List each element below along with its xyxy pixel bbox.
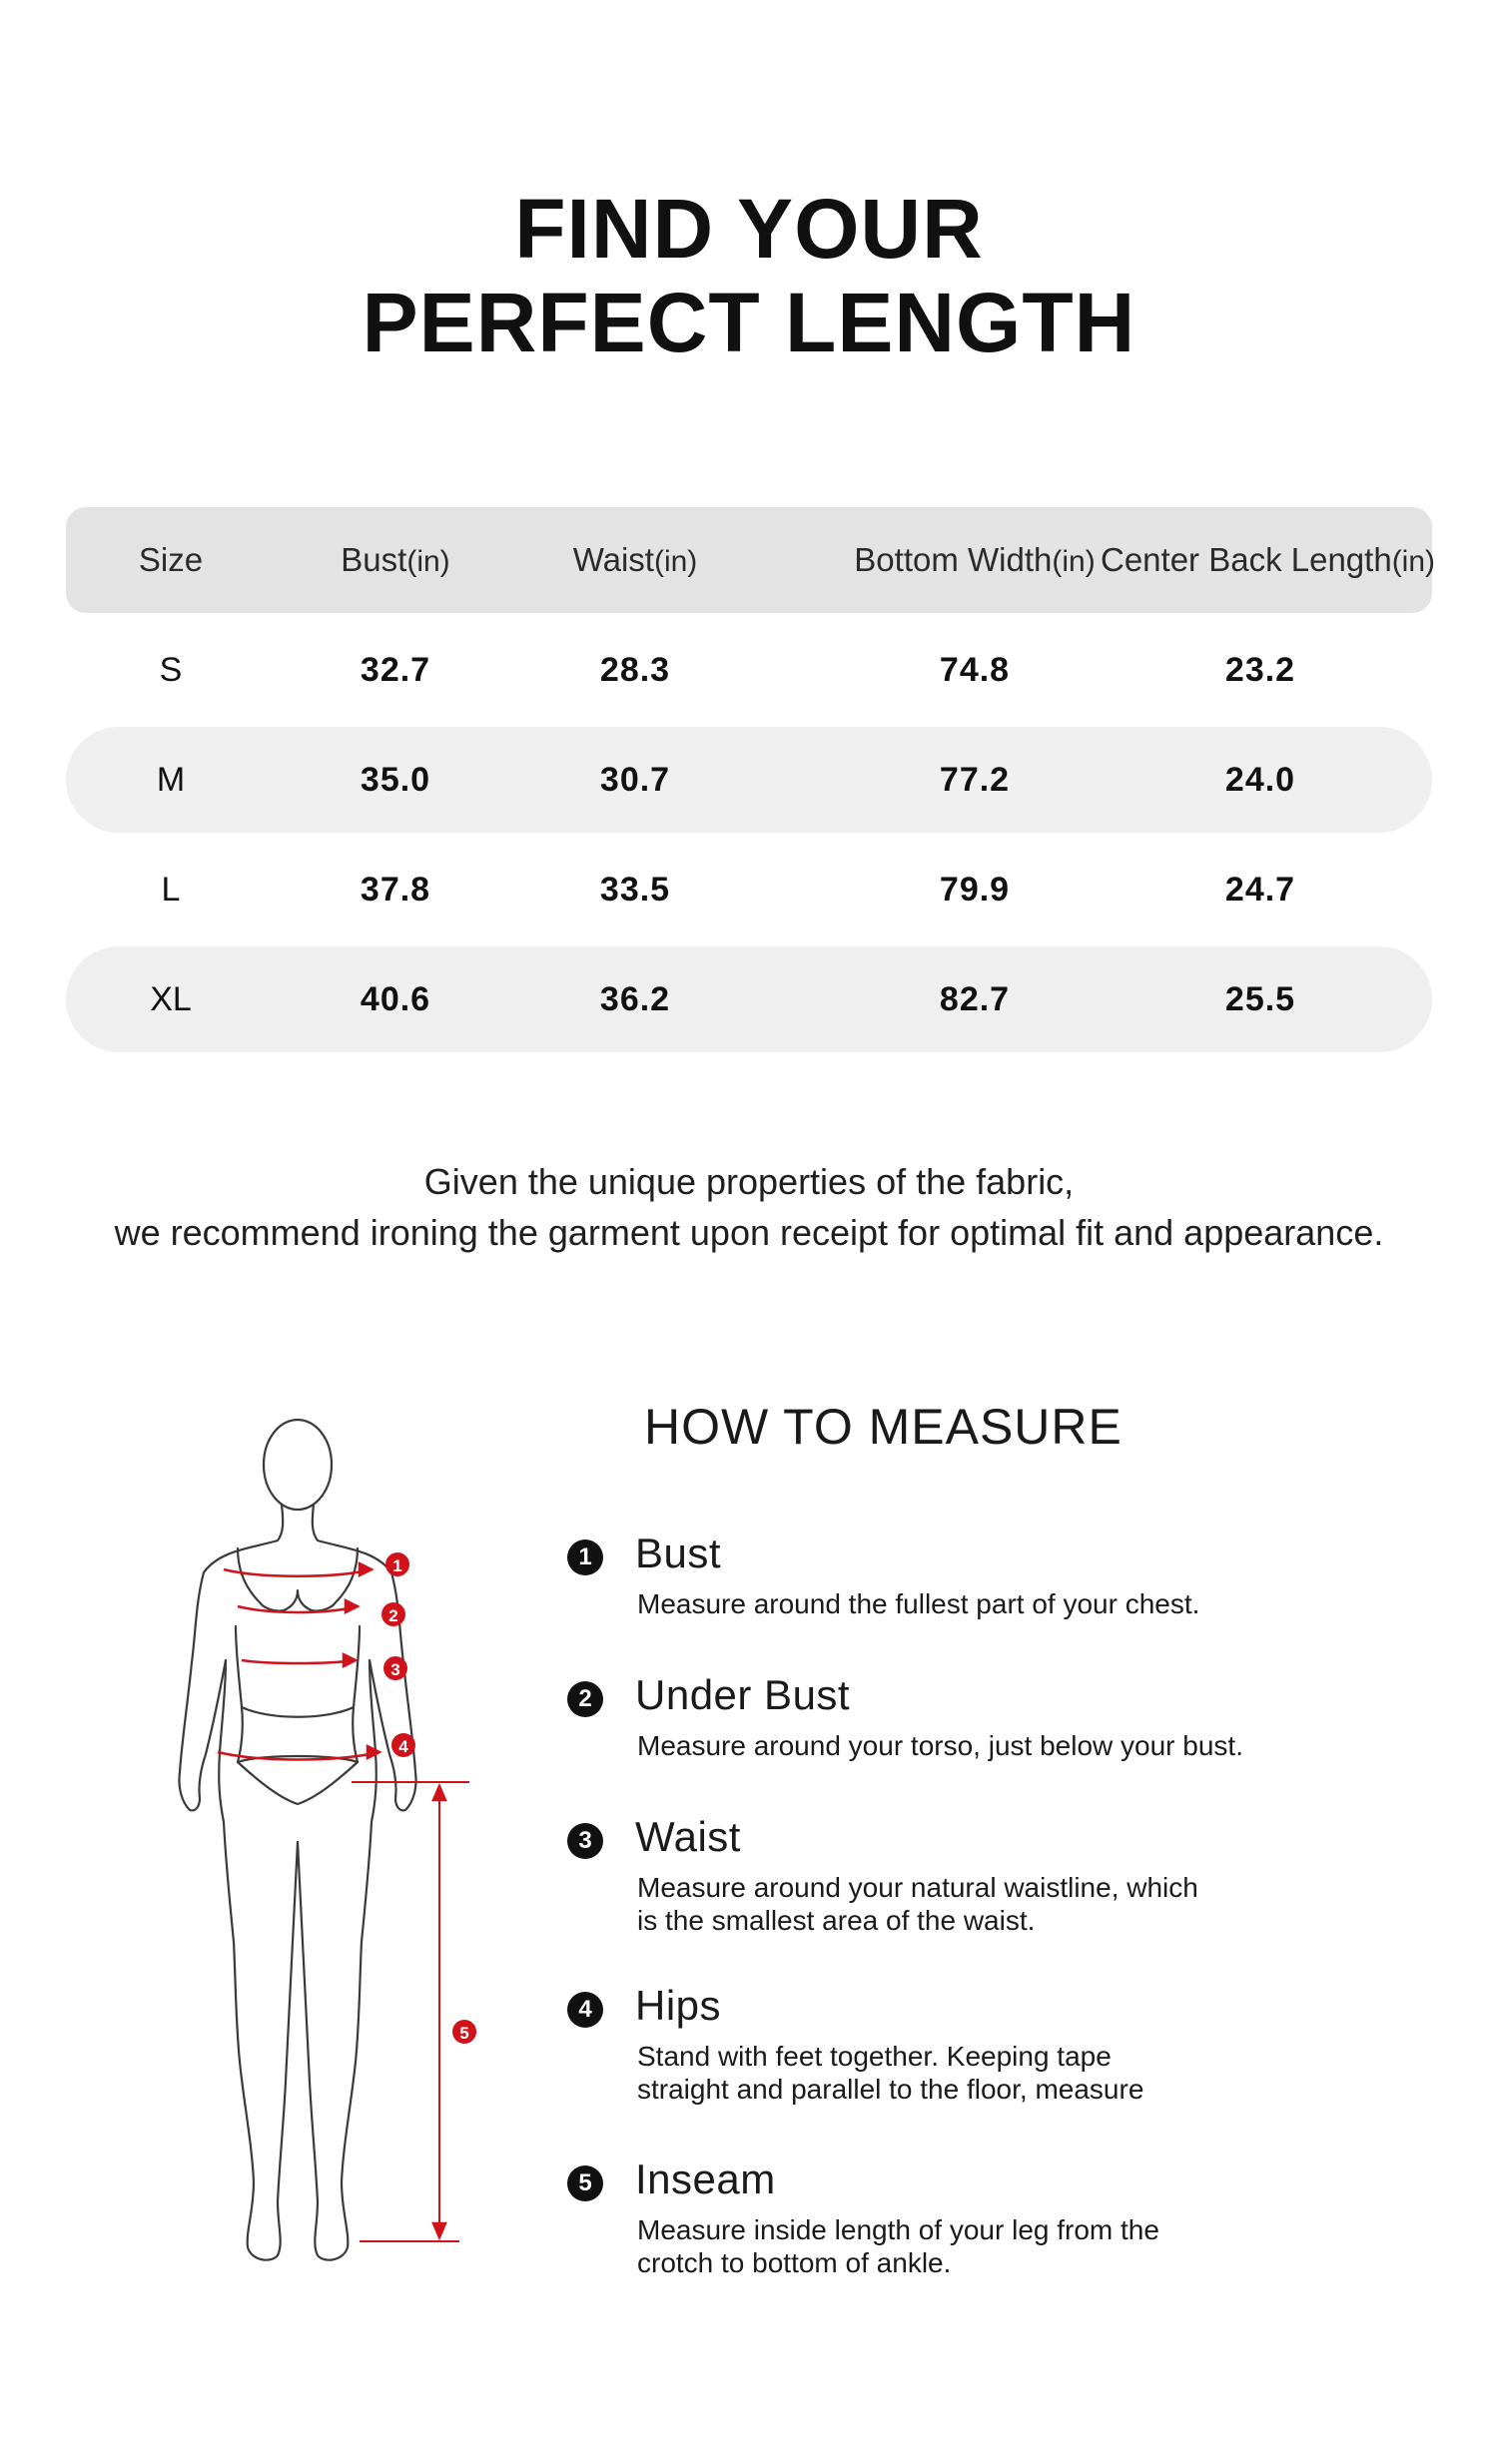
measure-lines (218, 1563, 469, 2241)
body-measurement-figure (160, 1403, 499, 2291)
cell-center-back-length: 24.0 (1224, 761, 1296, 799)
step-name: Inseam (635, 2156, 776, 2202)
cell-bust: 37.8 (360, 871, 431, 909)
figure-marker-3-label: 3 (390, 1660, 400, 1679)
header-waist: Waist(in) (572, 541, 698, 578)
body-outline (179, 1420, 415, 2260)
cell-center-back-length: 24.7 (1224, 871, 1296, 909)
care-note-line-2: we recommend ironing the garment upon receipt for optimal fit and appearance. (114, 1212, 1384, 1253)
step-description: Measure around your torso, just below your bust. (637, 1730, 1243, 1761)
step-number-badge: 5 (567, 2165, 603, 2201)
page-title-line-2: PERFECT LENGTH (362, 276, 1136, 369)
page-title-line-1: FIND YOUR (514, 182, 984, 276)
header-bust: Bust(in) (341, 541, 450, 578)
care-note (0, 1156, 1498, 1258)
header-center-back-length: Center Back Length(in) (1101, 541, 1436, 578)
cell-bust: 40.6 (360, 980, 431, 1018)
figure-marker-4-label: 4 (398, 1737, 408, 1756)
table-row (66, 837, 1432, 942)
how-to-measure-title: HOW TO MEASURE (644, 1399, 1123, 1455)
cell-size: L (161, 871, 181, 909)
page-title (0, 182, 1498, 369)
table-row (66, 727, 1432, 833)
figure-marker-3 (383, 1656, 407, 1680)
step-name: Hips (635, 1982, 722, 2029)
step-number-badge: 3 (567, 1823, 603, 1859)
cell-waist: 28.3 (599, 651, 671, 689)
cell-size: M (156, 761, 186, 799)
header-size: Size (138, 541, 204, 578)
step-name: Waist (635, 1813, 741, 1860)
step-name: Under Bust (635, 1671, 851, 1718)
step-number-badge: 1 (567, 1540, 603, 1575)
figure-marker-5-label: 5 (459, 2024, 469, 2043)
figure-marker-2 (381, 1602, 405, 1626)
figure-marker-4 (391, 1733, 415, 1757)
header-bottom-width: Bottom Width(in) (854, 541, 1096, 578)
cell-waist: 36.2 (599, 980, 671, 1018)
cell-bust: 32.7 (360, 651, 431, 689)
size-table-header (66, 507, 1436, 613)
cell-center-back-length: 25.5 (1224, 980, 1296, 1018)
cell-waist: 33.5 (599, 871, 671, 909)
step-description: Measure inside length of your leg from the crotch to bottom of ankle. (637, 2214, 1159, 2278)
cell-size: XL (150, 980, 192, 1018)
cell-bottom-width: 77.2 (939, 761, 1011, 799)
figure-marker-1-label: 1 (392, 1556, 402, 1575)
cell-bust: 35.0 (360, 761, 431, 799)
cell-bottom-width: 82.7 (939, 980, 1011, 1018)
step-number-badge: 2 (567, 1681, 603, 1717)
table-row (66, 617, 1432, 723)
step-description: Stand with feet together. Keeping tape straight and parallel to the floor, measure (637, 2041, 1144, 2105)
table-row (66, 946, 1432, 1052)
step-description: Measure around your natural waistline, which is the smallest area of the waist. (637, 1872, 1198, 1936)
step-description: Measure around the fullest part of your chest. (637, 1588, 1200, 1619)
cell-bottom-width: 74.8 (939, 651, 1011, 689)
cell-waist: 30.7 (599, 761, 671, 799)
cell-center-back-length: 23.2 (1224, 651, 1296, 689)
figure-marker-5 (452, 2020, 476, 2044)
figure-marker-2-label: 2 (388, 1606, 398, 1625)
figure-marker-1 (385, 1552, 409, 1576)
step-name: Bust (635, 1530, 722, 1576)
size-table (66, 507, 1436, 1056)
step-number-badge: 4 (567, 1992, 603, 2028)
care-note-line-1: Given the unique properties of the fabric, (423, 1161, 1075, 1202)
cell-size: S (159, 651, 183, 689)
cell-bottom-width: 79.9 (939, 871, 1011, 909)
